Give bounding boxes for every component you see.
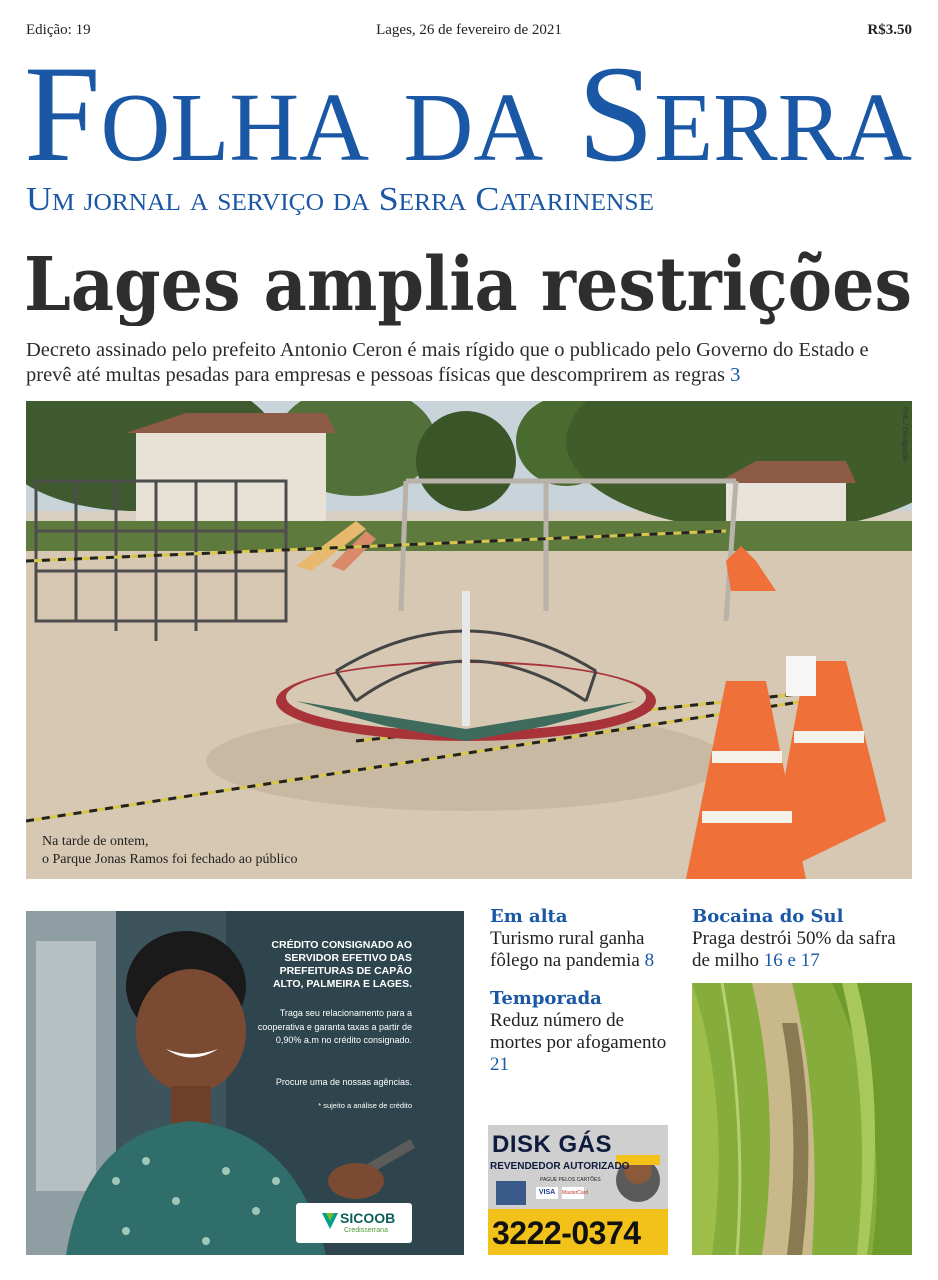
lead-headline[interactable]: Lages amplia restrições: [24, 246, 912, 326]
sicoob-mark-icon: [322, 1213, 338, 1231]
brief-bocaina-do-sul[interactable]: [692, 906, 914, 972]
disk-gas-payment-note: PAGUE PELOS CARTÕES: [540, 1177, 601, 1183]
ad-body: Traga seu relacionamento para a cooperativa e garanta taxas a partir de 0,90% a.m no crédito consignado.: [257, 1008, 412, 1045]
visa-card-icon: VISA: [536, 1187, 558, 1199]
corn-leaves-illustration: [692, 983, 912, 1255]
masthead-title: Folha da Serra: [24, 48, 912, 178]
ad-headline: CRÉDITO CONSIGNADO AO SERVIDOR EFETIVO DAS PREFEITURAS DE CAPÃO ALTO, PALMEIRA E LAGES.: [271, 939, 412, 990]
photo-caption-line2: o Parque Jonas Ramos foi fechado ao público: [42, 852, 298, 867]
brief-headline[interactable]: Praga destrói 50% da safra de milho: [692, 928, 896, 971]
masthead-tagline-wrap: [26, 182, 666, 218]
brief-text: [692, 928, 914, 972]
briefs-column-middle: [490, 906, 680, 1076]
brief-kicker: Temporada: [490, 988, 602, 1009]
disk-gas-subtitle: REVENDEDOR AUTORIZADO: [490, 1161, 630, 1172]
lead-headline-wrap[interactable]: [24, 246, 914, 326]
brief-page-ref[interactable]: 8: [644, 950, 655, 971]
sicoob-brand-sub: Credisserrana: [344, 1227, 388, 1234]
photo-caption: [42, 833, 297, 869]
brief-page-ref[interactable]: 16 e 17: [763, 950, 820, 971]
edition-number: Edição: 19: [26, 22, 91, 38]
brief-temporada[interactable]: [490, 988, 680, 1076]
sicoob-logo[interactable]: [296, 1203, 412, 1243]
disk-gas-title: DISK GÁS: [492, 1131, 613, 1158]
lead-deck: [26, 338, 916, 388]
brief-text: [490, 928, 680, 972]
playground-illustration: [26, 401, 912, 879]
ad-cta[interactable]: Procure uma de nossas agências.: [275, 1077, 412, 1087]
issue-date: Lages, 26 de fevereiro de 2021: [376, 22, 562, 38]
sicoob-advertisement[interactable]: [26, 911, 464, 1255]
lead-page-ref[interactable]: 3: [730, 364, 741, 386]
brief-headline[interactable]: Reduz número de mortes por afogamento: [490, 1010, 667, 1053]
photo-caption-line1: Na tarde de ontem,: [42, 834, 149, 849]
lead-deck-text: Decreto assinado pelo prefeito Antonio Ceron é mais rígido que o publicado pelo Governo do Estado e prevê até multas pesadas para empresas e pessoas físicas que descomprirem as regras: [26, 339, 869, 386]
briefs-column-right: [692, 906, 914, 972]
ad-disclaimer: * sujeito a análise de crédito: [318, 1101, 412, 1110]
brief-em-alta[interactable]: [490, 906, 680, 972]
edition-bar: [26, 22, 912, 42]
issue-price: R$3.50: [867, 22, 912, 38]
disk-gas-advertisement[interactable]: [488, 1125, 668, 1255]
mastercard-icon: MasterCard: [562, 1187, 584, 1199]
brief-headline[interactable]: Turismo rural ganha fôlego na pandemia: [490, 928, 645, 971]
lead-photo: [26, 401, 912, 879]
masthead-tagline: Um jornal a serviço da Serra Catarinense: [26, 182, 654, 218]
disk-gas-phone[interactable]: 3222-0374: [492, 1215, 641, 1251]
brief-text: [490, 1010, 680, 1076]
brief-kicker: Em alta: [490, 906, 568, 927]
brief-kicker: Bocaina do Sul: [692, 906, 844, 927]
brief-page-ref[interactable]: 21: [490, 1054, 509, 1075]
photo-credit: PML / Divulgação: [901, 407, 908, 462]
sicoob-brand: SICOOB: [340, 1210, 396, 1226]
masthead: [24, 48, 914, 178]
corn-photo: [692, 983, 912, 1255]
